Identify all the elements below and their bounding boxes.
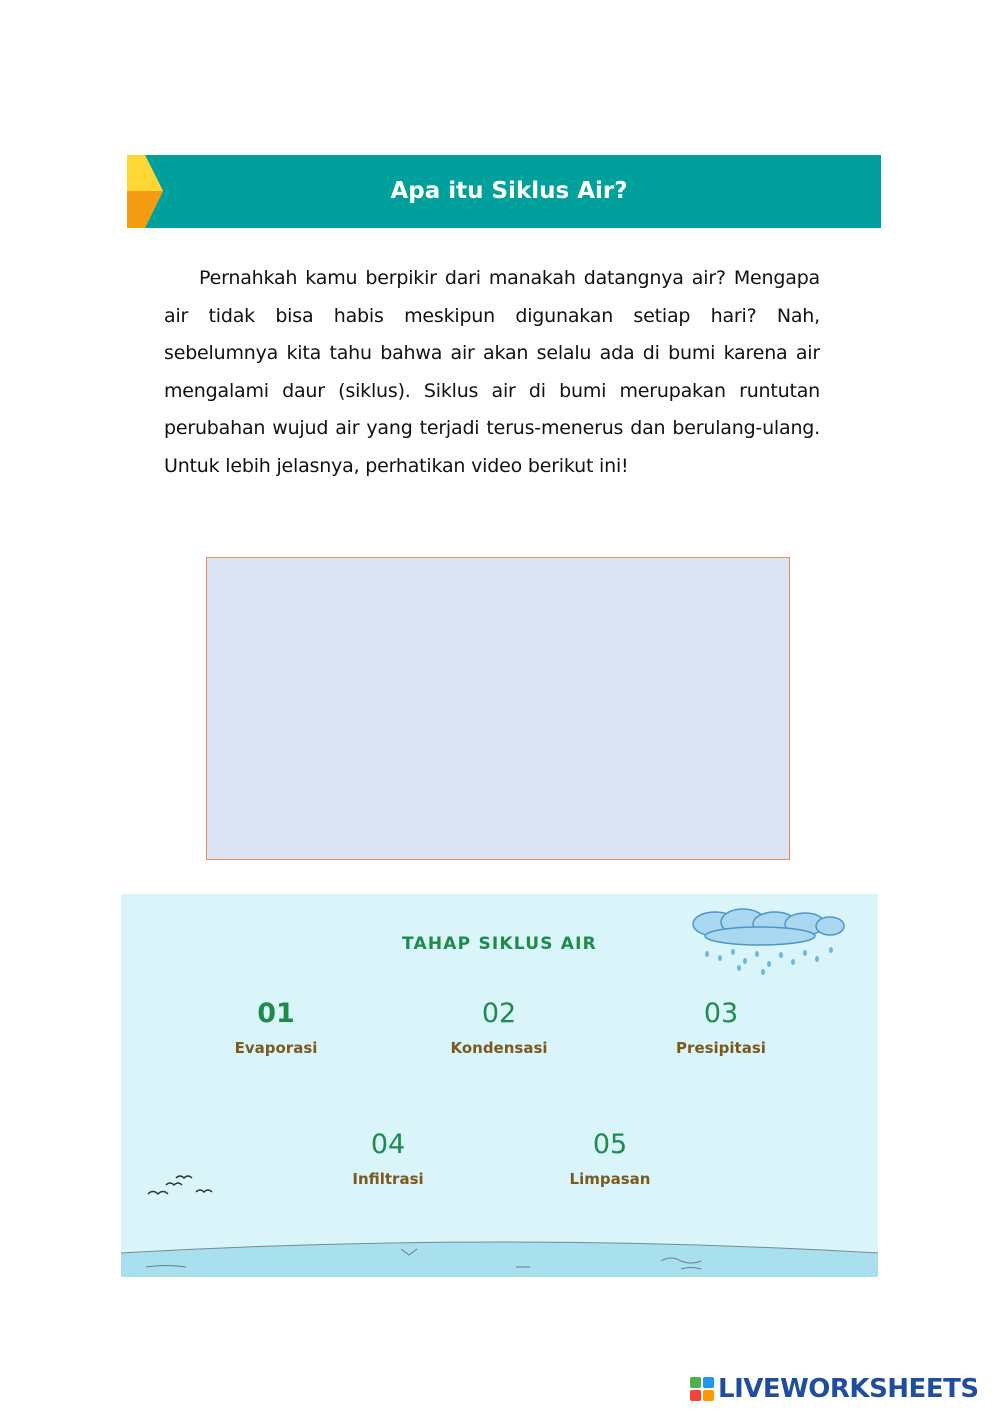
step-presipitasi (641, 999, 801, 1057)
step-evaporasi (196, 999, 356, 1057)
step-label: Presipitasi (676, 1039, 766, 1057)
video-placeholder[interactable] (206, 557, 790, 860)
water-surface-icon (121, 1237, 878, 1277)
intro-paragraph: Pernahkah kamu berpikir dari manakah datangnya air? Mengapa air tidak bisa habis meskipun digunakan setiap hari? Nah, sebelumnya kita tahu bahwa air akan selalu ada di bumi karena air mengalami daur (siklus). Siklus air di bumi merupakan runtutan perubahan wujud air yang terjadi terus-menerus dan berulang-ulang. Untuk lebih jelasnya, perhatikan video berikut ini! (164, 267, 820, 477)
step-number: 04 (370, 1129, 406, 1160)
step-limpasan (530, 1130, 690, 1188)
footer-brand (690, 1373, 979, 1405)
step-label: Evaporasi (234, 1039, 318, 1057)
footer-brand-text: LIVEWORKSHEETS (718, 1374, 979, 1404)
birds-icon (146, 1174, 216, 1204)
page-title: Apa itu Siklus Air? (390, 178, 628, 204)
step-number: 05 (592, 1129, 628, 1160)
step-kondensasi (419, 999, 579, 1057)
step-number: 02 (481, 998, 517, 1029)
step-infiltrasi (308, 1130, 468, 1188)
step-number: 01 (257, 998, 295, 1029)
liveworksheets-logo-icon (690, 1377, 714, 1401)
cycle-title: TAHAP SIKLUS AIR (402, 934, 597, 954)
step-label: Kondensasi (450, 1039, 548, 1057)
step-label: Limpasan (569, 1170, 651, 1188)
section-banner (127, 155, 881, 228)
step-label: Infiltrasi (352, 1170, 424, 1188)
water-cycle-infographic (121, 894, 878, 1277)
step-number: 03 (703, 998, 739, 1029)
